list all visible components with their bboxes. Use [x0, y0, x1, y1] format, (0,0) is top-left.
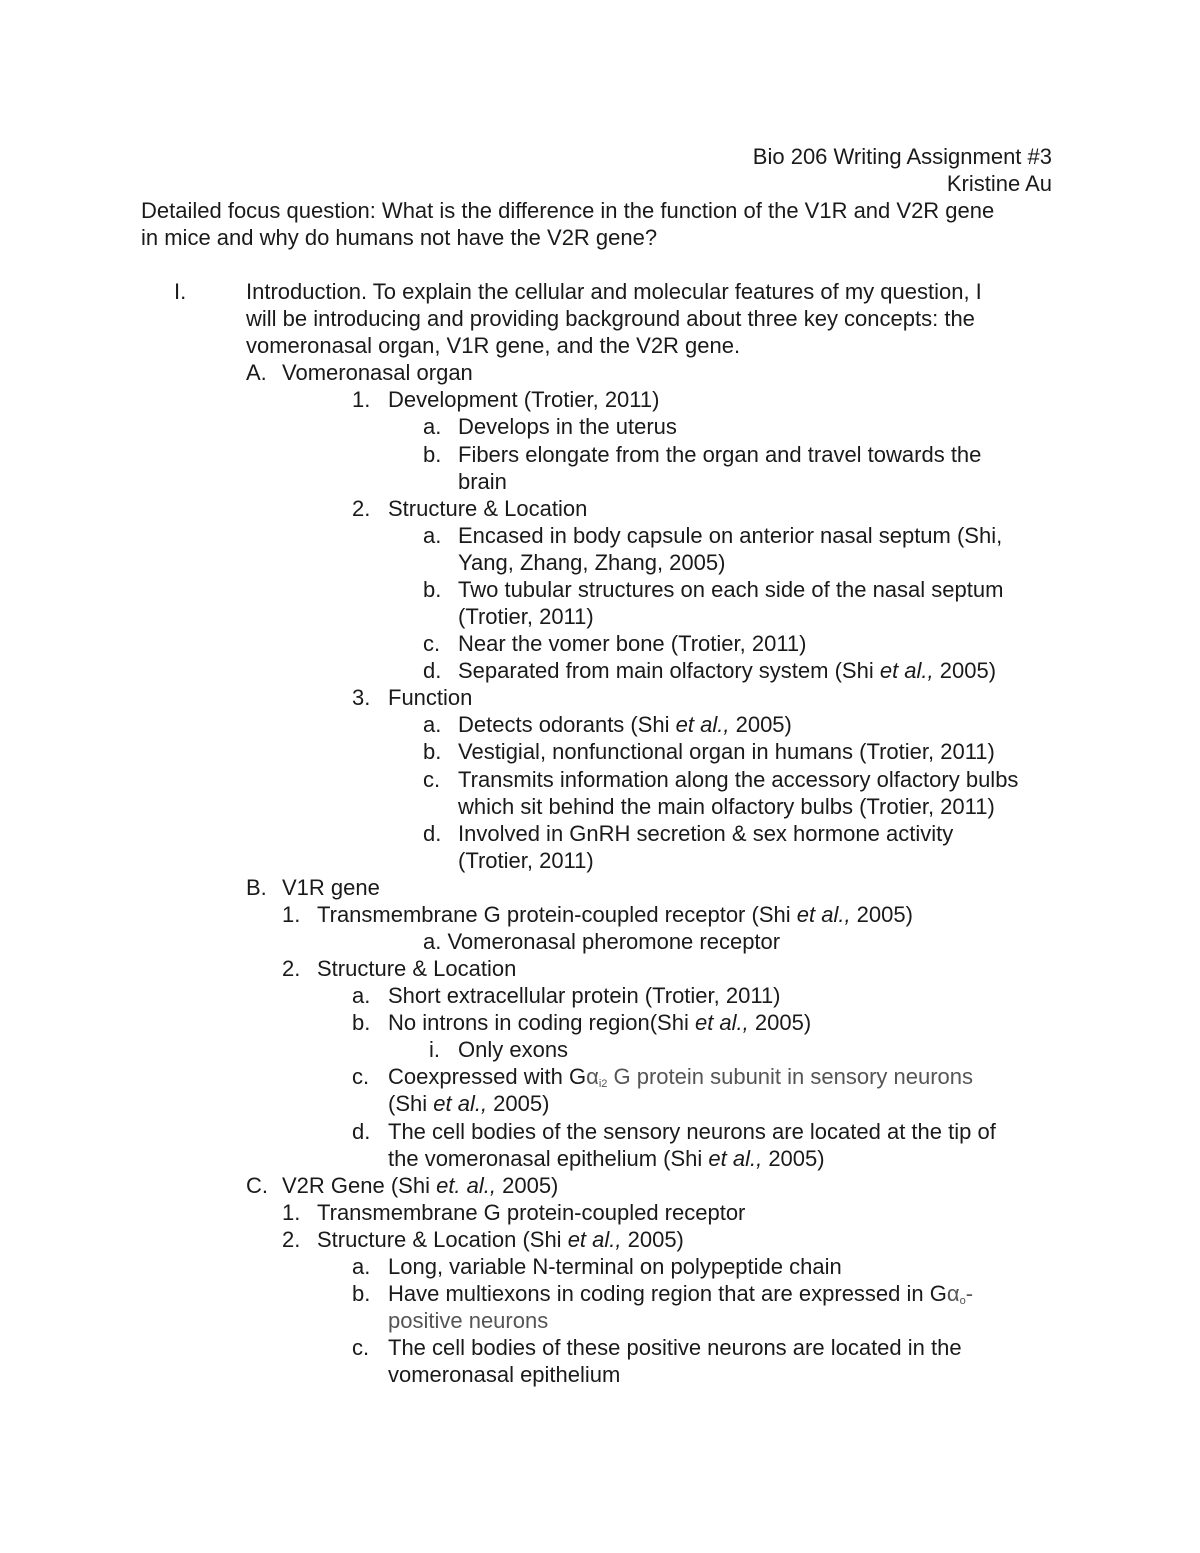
- intro-line1: Introduction. To explain the cellular and molecular features of my question, I: [246, 279, 982, 304]
- outline-marker-C2b: b.: [352, 1281, 371, 1306]
- A3-title: Function: [388, 685, 473, 710]
- B2d-line2: the vomeronasal epithelium (Shi et al., 2005): [388, 1146, 825, 1171]
- outline-marker-B: B.: [246, 875, 267, 900]
- outline-marker-A1b: b.: [423, 442, 442, 467]
- B2c-line1: Coexpressed with $G\alpha_{i2}$ G protein subunit in sensory neurons: [388, 1064, 974, 1090]
- outline-marker-A3c: c.: [423, 767, 441, 792]
- outline-marker-C2a: a.: [352, 1254, 371, 1279]
- B2b-text: No introns in coding region(Shi et al., 2005): [388, 1010, 812, 1035]
- outline-marker-A2c: c.: [423, 631, 441, 656]
- outline-marker-B2bi: i.: [429, 1037, 440, 1062]
- outline-marker-A1: 1.: [352, 387, 371, 412]
- C2b-line1: Have multiexons in coding region that are expressed in $G\alpha_o-$: [388, 1281, 974, 1307]
- outline-marker-B2b: b.: [352, 1010, 371, 1035]
- outline-marker-A2d: d.: [423, 658, 442, 683]
- intro-line3: vomeronasal organ, V1R gene, and the V2R gene.: [246, 333, 741, 358]
- author-name: Kristine Au: [946, 171, 1052, 196]
- A1b-line2: brain: [458, 469, 507, 494]
- B2d-line1: The cell bodies of the sensory neurons are located at the tip of: [388, 1119, 996, 1144]
- B2a-text: Short extracellular protein (Trotier, 2011): [388, 983, 781, 1008]
- outline-marker-B2: 2.: [282, 956, 301, 981]
- section-C-title: V2R Gene (Shi et. al., 2005): [282, 1173, 559, 1198]
- B1a-text: a. Vomeronasal pheromone receptor: [423, 929, 781, 954]
- A2b-line1: Two tubular structures on each side of the nasal septum: [458, 577, 1004, 602]
- A2b-line2: (Trotier, 2011): [458, 604, 594, 629]
- outline-marker-A: A.: [246, 360, 267, 385]
- C2c-line1: The cell bodies of these positive neurons are located in the: [388, 1335, 962, 1360]
- section-A-title: Vomeronasal organ: [282, 360, 473, 385]
- outline-marker-B2a: a.: [352, 983, 371, 1008]
- C2c-line2: vomeronasal epithelium: [388, 1362, 621, 1387]
- A2a-line1: Encased in body capsule on anterior nasal septum (Shi,: [458, 523, 1003, 548]
- C1-text: Transmembrane G protein-coupled receptor: [317, 1200, 746, 1225]
- A2c-text: Near the vomer bone (Trotier, 2011): [458, 631, 807, 656]
- outline-marker-A3a: a.: [423, 712, 442, 737]
- outline-marker-A3d: d.: [423, 821, 442, 846]
- focus-question-line1: Detailed focus question: What is the difference in the function of the V1R and V2R gene: [141, 198, 995, 223]
- outline-marker-B2d: d.: [352, 1119, 371, 1144]
- C2a-text: Long, variable N-terminal on polypeptide chain: [388, 1254, 842, 1279]
- A2-title: Structure & Location: [388, 496, 588, 521]
- outline-marker-A2a: a.: [423, 523, 442, 548]
- A3c-line1: Transmits information along the accessory olfactory bulbs: [458, 767, 1019, 792]
- intro-line2: will be introducing and providing background about three key concepts: the: [246, 306, 975, 331]
- outline-marker-I: I.: [174, 279, 187, 304]
- A3b-text: Vestigial, nonfunctional organ in humans (Trotier, 2011): [458, 739, 995, 764]
- A1-title: Development (Trotier, 2011): [388, 387, 660, 412]
- outline-marker-C2: 2.: [282, 1227, 301, 1252]
- outline-marker-C2c: c.: [352, 1335, 370, 1360]
- A1a-text: Develops in the uterus: [458, 414, 677, 439]
- outline-marker-C: C.: [246, 1173, 268, 1198]
- assignment-title: Bio 206 Writing Assignment #3: [752, 144, 1052, 169]
- outline-marker-A2: 2.: [352, 496, 371, 521]
- outline-marker-B1: 1.: [282, 902, 301, 927]
- C2b-line2: positive neurons: [388, 1308, 549, 1333]
- section-B-title: V1R gene: [282, 875, 380, 900]
- B2-title: Structure & Location: [317, 956, 517, 981]
- B2bi-text: Only exons: [458, 1037, 569, 1062]
- A3d-line1: Involved in GnRH secretion & sex hormone activity: [458, 821, 954, 846]
- A2d-text: Separated from main olfactory system (Shi et al., 2005): [458, 658, 997, 683]
- B1-text: Transmembrane G protein-coupled receptor (Shi et al., 2005): [317, 902, 913, 927]
- A2a-line2: Yang, Zhang, Zhang, 2005): [458, 550, 726, 575]
- A3a-text: Detects odorants (Shi et al., 2005): [458, 712, 792, 737]
- outline-marker-A3b: b.: [423, 739, 442, 764]
- B2c-line2: (Shi et al., 2005): [388, 1091, 550, 1116]
- outline-marker-A3: 3.: [352, 685, 371, 710]
- A3c-line2: which sit behind the main olfactory bulbs (Trotier, 2011): [458, 794, 995, 819]
- outline-marker-A2b: b.: [423, 577, 442, 602]
- C2-title: Structure & Location (Shi et al., 2005): [317, 1227, 684, 1252]
- A1b-line1: Fibers elongate from the organ and travel towards the: [458, 442, 982, 467]
- outline-marker-A1a: a.: [423, 414, 442, 439]
- outline-marker-B2c: c.: [352, 1064, 370, 1089]
- A3d-line2: (Trotier, 2011): [458, 848, 594, 873]
- focus-question-line2: in mice and why do humans not have the V2R gene?: [141, 225, 658, 250]
- outline-marker-C1: 1.: [282, 1200, 301, 1225]
